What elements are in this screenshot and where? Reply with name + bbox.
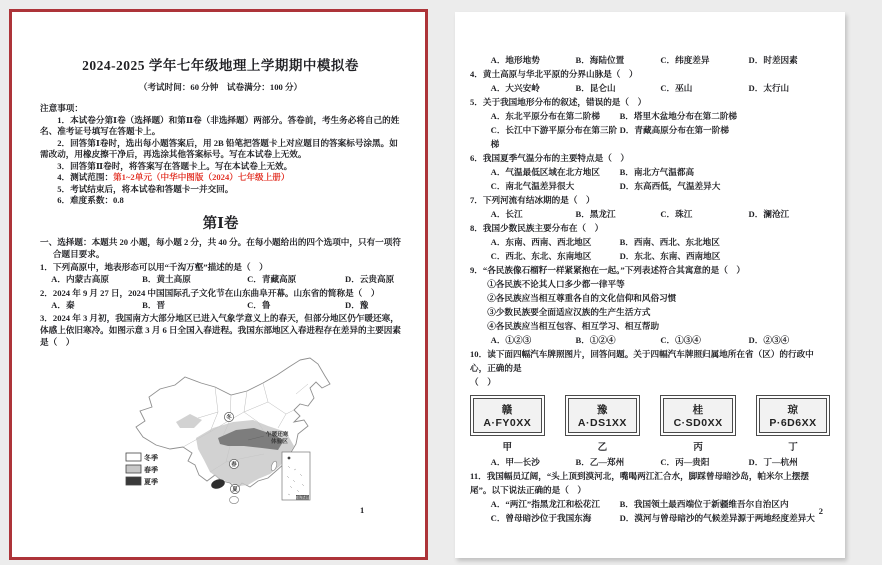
- q2-option-a: A．秦: [51, 299, 75, 310]
- legend-swatch-summer: [126, 477, 141, 485]
- plate-bing-text: 桂C·SD0XX: [663, 398, 733, 433]
- q8-option-c: C．西北、东北、东南地区: [490, 251, 592, 261]
- plate-yi-label: 乙: [597, 443, 608, 453]
- q8-option-b: B．西南、西北、东北地区: [619, 237, 720, 247]
- license-plate-bing: [660, 395, 736, 436]
- part1-heading: 第Ⅰ卷: [202, 215, 239, 232]
- q9-item-3: ③少数民族要全面适应汉族的生产生活方式: [487, 307, 651, 317]
- license-plate-yi: [565, 395, 641, 436]
- q1-option-b: B．黄土高原: [142, 274, 191, 284]
- q9-option-c: C．①③④: [660, 335, 701, 345]
- page-number-2: 2: [818, 506, 823, 516]
- page-number-1: 1: [360, 505, 365, 515]
- question-1-options: [40, 273, 401, 285]
- marker-winter: 冬: [226, 415, 232, 421]
- notice-heading: 注意事项：: [40, 103, 83, 113]
- section-intro: 一、选择题：本题共 20 小题，每小题 2 分，共 40 分。在每小题给出的四个选项中，只有一项符合题目要求。: [40, 236, 401, 259]
- q10-option-c: C．丙—贵阳: [660, 457, 710, 467]
- inset-label: 南海诸岛: [295, 495, 309, 500]
- q5-option-d: D．青藏高原分布在第一阶梯: [619, 125, 729, 135]
- notice-5: 5．考试结束后，将本试卷和答题卡一并交回。: [57, 183, 234, 194]
- exam-page-1: [9, 9, 428, 560]
- question-1-text: 1．下列高原中，地表形态可以用“千沟万壑”描述的是（ ）: [40, 262, 268, 272]
- q11-option-c: C．曾母暗沙位于我国东海: [490, 513, 592, 523]
- question-5-text: 5．关于我国地形分布的叙述，错误的是（ ）: [470, 97, 647, 107]
- question-6-options-cd: [470, 179, 830, 193]
- q2-option-d: D．豫: [345, 299, 369, 310]
- q11-option-d: D．漠河与曾母暗沙的气候差异源于两地经度差异大: [619, 513, 815, 523]
- q7-option-a: A．长江: [490, 209, 523, 219]
- plate-bing-label: 丙: [693, 443, 703, 453]
- q2-option-b: B．晋: [142, 299, 166, 310]
- license-plate-ding: [756, 395, 830, 436]
- q9-option-b: B．①②④: [575, 335, 616, 345]
- q9-item-4: ④各民族应当相互包容、相互学习、相互帮助: [487, 321, 660, 331]
- license-plate-cell-jia: [470, 395, 545, 453]
- question-6-options-ab: [470, 165, 830, 179]
- q11-option-b: B．我国领土最西端位于新疆维吾尔自治区内: [619, 499, 789, 509]
- notice-6: 6．难度系数：0.8: [57, 195, 124, 205]
- question-3-options: [470, 53, 830, 67]
- license-plate-cell-bing: [660, 395, 736, 453]
- q3-option-a: A．地形地势: [490, 55, 540, 65]
- question-8-text: 8．我国少数民族主要分布在（ ）: [470, 223, 604, 233]
- q9-item-2: ②各民族应当相互尊重各自的文化信仰和风俗习惯: [487, 293, 677, 303]
- q8-option-a: A．东南、西南、西北地区: [490, 237, 592, 247]
- question-9-options: [470, 333, 830, 347]
- question-11-options-ab: [470, 497, 830, 511]
- exam-title: 2024-2025 学年七年级地理上学期期中模拟卷: [82, 58, 359, 73]
- legend-label-spring: 春季: [144, 466, 158, 474]
- q4-option-d: D．太行山: [748, 83, 790, 93]
- hainan-island: [230, 496, 239, 503]
- q7-option-c: C．珠江: [660, 209, 693, 219]
- notice-1: 1．本试卷分第Ⅰ卷（选择题）和第Ⅱ卷（非选择题）两部分。答卷前，考生务必将自己的姓名、准考证号填写在答题卡上。: [40, 114, 400, 136]
- q9-option-d: D．②③④: [748, 335, 790, 345]
- exam-subtitle: （考试时间：60 分钟 试卷满分：100 分）: [138, 82, 303, 92]
- plate-ding-text: 琼P·6D6XX: [759, 398, 827, 433]
- question-2-options: [40, 299, 401, 311]
- question-8-options-cd: [470, 249, 830, 263]
- question-9-text: 9．“各民族像石榴籽一样紧紧抱在一起。”下列表述符合其寓意的是（ ）: [470, 265, 745, 275]
- q5-option-a: A．东北平原分布在第二阶梯: [490, 111, 600, 121]
- q10-option-a: A．甲—长沙: [490, 457, 540, 467]
- q3-option-b: B．海陆位置: [575, 55, 625, 65]
- notice-3: 3．回答第Ⅱ卷时，将答案写在答题卡上。写在本试卷上无效。: [57, 160, 293, 171]
- question-5-options-cd: [470, 123, 830, 151]
- question-3-text: 3．2024 年 3 月初，我国南方大部分地区已进入气象学意义上的春天，但部分地区仍乍暖还寒，体感上依旧寒冷。如图示意 3 月 6 日全国入春进程。我国东部地区入春进程存在差异的主要因素是（ ）: [40, 313, 401, 347]
- q4-option-c: C．巫山: [660, 83, 693, 93]
- question-10-options: [470, 455, 830, 469]
- q11-option-a: A．“两江”指黑龙江和松花江: [490, 499, 600, 509]
- q9-item-1: ①各民族不论其人口多少都一律平等: [487, 279, 625, 289]
- question-10-text-line1: 10．读下面四幅汽车牌照图片，回答问题。关于四幅汽车牌照归属地所在省（区）的行政中心，正确的是: [470, 349, 814, 373]
- notice-4: [40, 172, 401, 184]
- china-map-figure: [118, 354, 368, 516]
- question-11-options-cd: [470, 511, 830, 525]
- q5-option-b: B．塔里木盆地分布在第二阶梯: [619, 111, 738, 121]
- question-8-options-ab: [470, 235, 830, 249]
- q7-option-b: B．黑龙江: [575, 209, 616, 219]
- marker-summer: 夏: [232, 487, 238, 493]
- question-5-options-ab: [470, 109, 830, 123]
- question-10-text-line2: （ ）: [470, 377, 496, 387]
- legend-swatch-winter: [126, 453, 141, 461]
- question-11-text: 11．我国幅员辽阔，“头上顶到漠河北，嘴喝两江汇合水，脚踩曾母暗沙岛，帕米尔上摆摆尾”。以下说法正确的是（ ）: [470, 471, 809, 495]
- china-spring-progress-map: [118, 354, 368, 521]
- exam-page-2: [455, 12, 845, 558]
- plate-jia-label: 甲: [502, 443, 513, 453]
- q8-option-d: D．东北、东南、西南地区: [619, 251, 721, 261]
- annotation-line1: 乍暖还寒: [266, 432, 289, 438]
- license-plates-figure: [470, 395, 830, 453]
- notice-2: 2．回答第Ⅰ卷时，选出每小题答案后，用 2B 铅笔把答题卡上对应题目的答案标号涂黑。如需改动，用橡皮擦干净后，再选涂其他答案标号。写在本试卷上无效。: [40, 137, 398, 159]
- q9-option-a: A．①②③: [490, 335, 532, 345]
- question-7-text: 7．下列河流有结冰期的是（ ）: [470, 195, 595, 205]
- q5-option-c: C．长江中下游平原分布在第三阶梯: [490, 125, 618, 149]
- annotation-line2: 体验区: [271, 439, 288, 445]
- q7-option-d: D．澜沧江: [748, 209, 790, 219]
- q6-option-b: B．南北方气温都高: [619, 167, 695, 177]
- q4-option-a: A．大兴安岭: [490, 83, 540, 93]
- legend-label-summer: 夏季: [144, 478, 158, 486]
- question-4-options: [470, 81, 830, 95]
- q1-option-d: D．云贵高原: [345, 274, 395, 284]
- q2-option-c: C．鲁: [247, 299, 271, 310]
- q6-option-a: A．气温最低区域在北方地区: [490, 167, 600, 177]
- legend-swatch-spring: [126, 465, 141, 473]
- marker-spring: 春: [231, 462, 237, 468]
- map-legend: [126, 453, 158, 486]
- plate-jia-text: 赣A·FY0XX: [473, 398, 542, 433]
- q1-option-a: A．内蒙古高原: [51, 274, 109, 284]
- notice-4-label: 4．测试范围：: [57, 172, 114, 182]
- q3-option-c: C．纬度差异: [660, 55, 710, 65]
- notice-4-scope: 第1~2单元（中华中图版（2024）七年级上册）: [113, 172, 290, 182]
- question-6-text: 6．我国夏季气温分布的主要特点是（ ）: [470, 153, 629, 163]
- question-2-text: 2．2024 年 9 月 27 日，2024 中国国际孔子文化节在山东曲阜开幕。山东省的简称是（ ）: [40, 287, 380, 298]
- license-plate-jia: [470, 395, 545, 436]
- q1-option-c: C．青藏高原: [247, 274, 297, 284]
- q10-option-b: B．乙—郑州: [575, 457, 625, 467]
- south-china-sea-inset: [282, 452, 310, 500]
- q6-option-d: D．东高西低，气温差异大: [619, 181, 721, 191]
- license-plate-cell-ding: [756, 395, 830, 453]
- plate-yi-text: 豫A·DS1XX: [568, 398, 638, 433]
- legend-label-winter: 冬季: [144, 454, 158, 462]
- question-7-options: [470, 207, 830, 221]
- q3-option-d: D．时差因素: [748, 55, 798, 65]
- plate-ding-label: 丁: [788, 443, 798, 453]
- question-4-text: 4．黄土高原与华北平原的分界山脉是（ ）: [470, 69, 638, 79]
- license-plate-cell-yi: [565, 395, 641, 453]
- q4-option-b: B．昆仑山: [575, 83, 616, 93]
- q6-option-c: C．南北气温差异很大: [490, 181, 575, 191]
- q10-option-d: D．丁—杭州: [748, 457, 798, 467]
